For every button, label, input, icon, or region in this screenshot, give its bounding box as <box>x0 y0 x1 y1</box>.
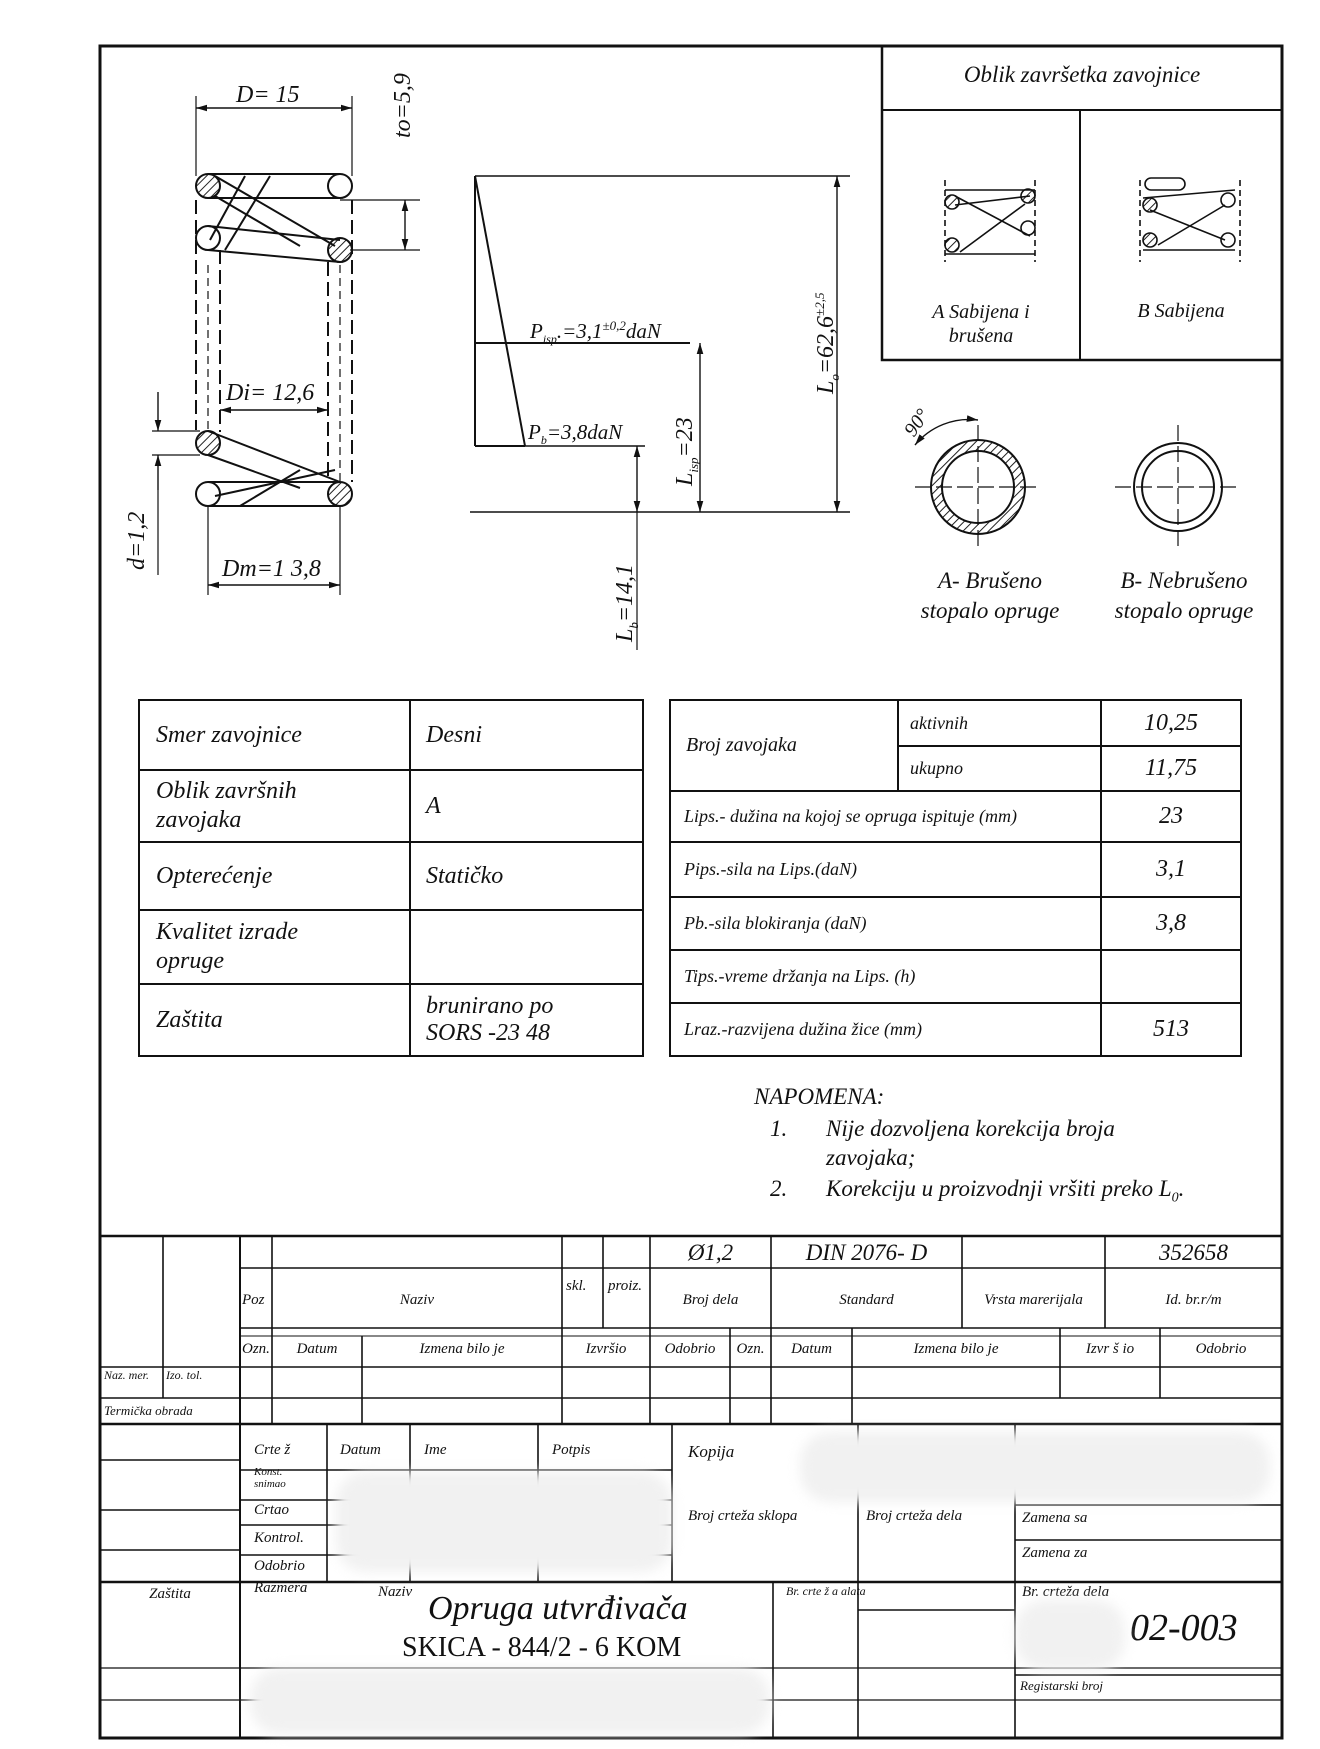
lt-label-3: Kvalitet izrade opruge <box>156 919 298 974</box>
tb-datum2: Datum <box>791 1341 832 1357</box>
note-title: NAPOMENA: <box>754 1084 885 1109</box>
tb-zamena-sa: Zamena sa <box>1022 1510 1088 1526</box>
tb-br-alata: Br. crte ž a alata <box>786 1584 866 1598</box>
angle-label: 90° <box>900 405 935 441</box>
note-2-text: Korekciju u proizvodnji vršiti preko $L_0$. <box>826 1176 1185 1206</box>
tb-crtez: Crte ž <box>254 1442 291 1458</box>
force-diagram <box>470 176 850 650</box>
label-Lisp: $L_{isp}=23$ <box>672 417 701 486</box>
rt-coils-label: Broj zavojaka <box>686 734 797 756</box>
rt-row-value-4: 513 <box>1153 1016 1189 1042</box>
tb-izmena2: Izmena bilo je <box>913 1341 999 1357</box>
tb-naziv2: Naziv <box>378 1584 413 1600</box>
tb-part-name: Opruga utvrđivača <box>428 1590 688 1627</box>
label-L0: $L_o=62,6^{\pm 2,5}$ <box>812 292 842 394</box>
lt-label-1: Oblik završnih zavojaka <box>156 778 297 833</box>
rt-row-label-1: Pips.-sila na Lips.(daN) <box>684 859 858 879</box>
rt-row-label-2: Pb.-sila blokiranja (daN) <box>684 913 867 933</box>
tb-drawing-no: 02-003 <box>1130 1607 1238 1649</box>
tb-ime: Ime <box>424 1442 447 1458</box>
rt-row-label-3: Tips.-vreme držanja na Lips. (h) <box>684 966 916 986</box>
label-Lb: $L_b=14,1$ <box>612 563 641 642</box>
tb-datum3: Datum <box>340 1442 381 1458</box>
note-2-num: 2. <box>770 1176 788 1201</box>
lt-value-1: A <box>426 792 441 819</box>
tb-poz: Poz <box>242 1292 265 1308</box>
rt-row-label-0: Lips.- dužina na kojoj se opruga ispituje (mm) <box>684 806 1017 826</box>
tb-proiz: proiz. <box>608 1278 643 1294</box>
tb-odobrio2: Odobrio <box>1195 1341 1247 1357</box>
tb-broj-sklopa: Broj crteža sklopa <box>688 1508 798 1524</box>
tb-izmena: Izmena bilo je <box>419 1341 505 1357</box>
tb-standard-label: Standard <box>839 1292 894 1308</box>
ends-b-label: B Sabijena <box>1137 300 1225 322</box>
rt-active-label: aktivnih <box>910 712 968 733</box>
foot-a-label: A- Brušeno stopalo opruge <box>920 568 1060 623</box>
lt-value-3 <box>426 910 636 984</box>
note-1-text: Nije dozvoljena korekcija broja <box>826 1116 1115 1141</box>
tb-id-label: Id. br.r/m <box>1165 1292 1222 1308</box>
rt-total-label: ukupno <box>910 758 963 778</box>
lt-value-0: Desni <box>426 721 482 748</box>
dim-D: D= 15 <box>236 82 300 108</box>
tb-broj-crteza-dela: Broj crteža dela <box>866 1508 963 1524</box>
rt-row-value-2: 3,8 <box>1156 910 1186 936</box>
tb-zastita: Zaštita <box>149 1586 191 1602</box>
redacted-area-1 <box>800 1432 1270 1502</box>
label-Pisp: $P_{isp}.=3,1^{\pm 0,2}daN$ <box>530 318 661 347</box>
tb-izvrsio: Izvršio <box>585 1341 627 1357</box>
lt-value-4: brunirano po SORS -23 48 <box>426 993 554 1046</box>
dim-Dm: Dm=1 3,8 <box>222 556 321 582</box>
lt-label-4: Zaštita <box>156 1006 223 1033</box>
lt-label-2: Opterećenje <box>156 862 273 889</box>
tb-naziv: Naziv <box>399 1292 435 1308</box>
tb-br-dela: Br. crteža dela <box>1022 1584 1110 1600</box>
tb-potpis: Potpis <box>552 1442 591 1458</box>
tb-skl: skl. <box>566 1278 587 1294</box>
rt-total-value: 11,75 <box>1144 755 1198 781</box>
tb-izo-tol: Izo. tol. <box>166 1368 203 1382</box>
dim-Di: Di= 12,6 <box>226 380 315 406</box>
foot-b-label: B- Nebrušeno stopalo opruge <box>1114 568 1254 623</box>
tb-crtao: Crtao <box>254 1502 290 1518</box>
tb-odobrio3: Odobrio <box>254 1558 305 1574</box>
tb-id-number: 352658 <box>1159 1240 1228 1265</box>
redacted-area-3 <box>250 1668 770 1734</box>
rt-row-value-1: 3,1 <box>1156 856 1186 882</box>
tb-izvrsio2: Izvr š io <box>1085 1341 1135 1357</box>
label-Pb: $P_b=3,8daN$ <box>528 420 623 448</box>
redacted-area-2 <box>336 1472 672 1572</box>
tb-standard: DIN 2076- D <box>805 1240 928 1265</box>
tb-registarski: Registarski broj <box>1020 1678 1103 1693</box>
tb-broj-dela: Broj dela <box>682 1292 739 1308</box>
spring-drawing <box>152 96 420 595</box>
rt-row-label-4: Lraz.-razvijena dužina žice (mm) <box>684 1019 922 1039</box>
tb-vrsta: Vrsta marerijala <box>984 1292 1083 1308</box>
lt-value-2: Statičko <box>426 862 504 889</box>
tb-datum: Datum <box>296 1341 338 1357</box>
tb-kontrol: Kontrol. <box>254 1530 304 1546</box>
dim-to: to=5,9 <box>390 73 416 138</box>
tb-konst: Konst. snimao <box>254 1466 286 1490</box>
note-1-text2: zavojaka; <box>826 1145 916 1170</box>
tb-ozn2: Ozn. <box>736 1341 765 1357</box>
ends-a-label: A Sabijena i brušena <box>932 301 1030 347</box>
tb-ozn: Ozn. <box>242 1341 270 1357</box>
tb-material: Ø1,2 <box>687 1240 734 1265</box>
dim-d: d=1,2 <box>124 511 150 570</box>
rt-active-value: 10,25 <box>1144 709 1198 736</box>
tb-kopija: Kopija <box>688 1442 735 1461</box>
lt-label-0: Smer zavojnice <box>156 721 302 748</box>
tb-sketch: SKICA - 844/2 - 6 KOM <box>402 1632 682 1663</box>
tb-zamena-za: Zamena za <box>1022 1545 1088 1561</box>
redacted-area-4 <box>1015 1600 1125 1670</box>
feet-circles <box>915 419 1240 550</box>
rt-row-value-0: 23 <box>1159 803 1183 829</box>
ends-title: Oblik završetka zavojnice <box>963 62 1201 87</box>
tb-naz-mer: Naz. mer. <box>104 1368 150 1382</box>
note-1-num: 1. <box>770 1116 788 1141</box>
rt-row-value-3 <box>1101 950 1241 1003</box>
tb-odobrio: Odobrio <box>664 1341 716 1357</box>
tb-razmera: Razmera <box>254 1580 308 1596</box>
tb-termicka: Termička obrada <box>104 1403 193 1418</box>
